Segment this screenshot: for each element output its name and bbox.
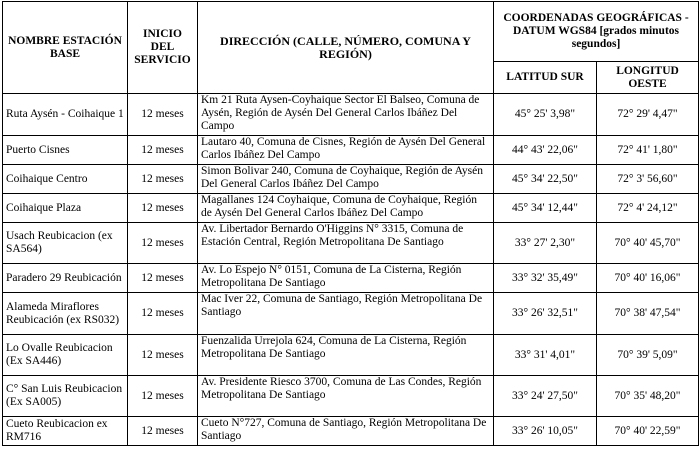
header-coordenadas: COORDENADAS GEOGRÁFICAS - DATUM WGS84 [grados minutos segundos]	[494, 2, 699, 62]
cell-nombre: Paradero 29 Reubicación	[3, 264, 128, 293]
cell-nombre: Ruta Aysén - Coihaique 1	[3, 94, 128, 136]
cell-inicio: 12 meses	[128, 417, 198, 446]
table-row	[3, 223, 699, 264]
cell-nombre: Lo Ovalle Reubicacion (Ex SA446)	[3, 335, 128, 376]
cell-inicio: 12 meses	[128, 136, 198, 165]
table-row	[3, 94, 699, 136]
cell-nombre: Coihaique Centro	[3, 165, 128, 194]
cell-nombre: Alameda Miraflores Reubicación (ex RS032)	[3, 293, 128, 335]
cell-latitud: 33° 32' 35,49"	[494, 264, 597, 293]
cell-longitud: 72° 29' 4,47"	[597, 94, 699, 136]
cell-direccion: Av. Lo Espejo N° 0151, Comuna de La Cisterna, Región Metropolitana De Santiago	[198, 264, 494, 293]
cell-latitud: 45° 34' 22,50"	[494, 165, 597, 194]
cell-inicio: 12 meses	[128, 94, 198, 136]
cell-latitud: 33° 26' 32,51"	[494, 293, 597, 335]
cell-inicio: 12 meses	[128, 335, 198, 376]
cell-direccion: Simon Bolivar 240, Comuna de Coyhaique, Región de Aysén Del General Carlos Ibáñez Del Campo	[198, 165, 494, 194]
table-row	[3, 136, 699, 165]
cell-inicio: 12 meses	[128, 264, 198, 293]
cell-inicio: 12 meses	[128, 194, 198, 223]
cell-latitud: 33° 31' 4,01"	[494, 335, 597, 376]
cell-inicio: 12 meses	[128, 376, 198, 417]
cell-longitud: 70° 38' 47,54"	[597, 293, 699, 335]
cell-latitud: 33° 26' 10,05"	[494, 417, 597, 446]
cell-direccion: Mac Iver 22, Comuna de Santiago, Región Metropolitana De Santiago	[198, 293, 494, 335]
cell-latitud: 33° 27' 2,30"	[494, 223, 597, 264]
cell-longitud: 72° 4' 24,12"	[597, 194, 699, 223]
cell-longitud: 70° 40' 16,06"	[597, 264, 699, 293]
header-latitud: LATITUD SUR	[494, 62, 597, 94]
table-row	[3, 293, 699, 335]
table-row	[3, 417, 699, 446]
cell-direccion: Lautaro 40, Comuna de Cisnes, Región de Aysén Del General Carlos Ibáñez Del Campo	[198, 136, 494, 165]
header-direccion: DIRECCIÓN (CALLE, NÚMERO, COMUNA Y REGIÓN)	[198, 2, 494, 94]
cell-direccion: Cueto N°727, Comuna de Santiago, Región Metropolitana De Santiago	[198, 417, 494, 446]
cell-nombre: Usach Reubicacion (ex SA564)	[3, 223, 128, 264]
cell-inicio: 12 meses	[128, 165, 198, 194]
cell-longitud: 70° 40' 45,70"	[597, 223, 699, 264]
stations-table	[2, 1, 699, 446]
header-nombre: NOMBRE ESTACIÓN BASE	[3, 2, 128, 94]
cell-latitud: 33° 24' 27,50"	[494, 376, 597, 417]
cell-longitud: 70° 39' 5,09"	[597, 335, 699, 376]
table-row	[3, 376, 699, 417]
cell-nombre: C° San Luis Reubicacion (Ex SA005)	[3, 376, 128, 417]
cell-nombre: Coihaique Plaza	[3, 194, 128, 223]
cell-longitud: 72° 3' 56,60"	[597, 165, 699, 194]
header-inicio: INICIO DEL SERVICIO	[128, 2, 198, 94]
cell-latitud: 44° 43' 22,06"	[494, 136, 597, 165]
cell-direccion: Fuenzalida Urrejola 624, Comuna de La Cisterna, Región Metropolitana De Santiago	[198, 335, 494, 376]
cell-direccion: Av. Presidente Riesco 3700, Comuna de Las Condes, Región Metropolitana De Santiago	[198, 376, 494, 417]
cell-inicio: 12 meses	[128, 293, 198, 335]
cell-direccion: Av. Libertador Bernardo O'Higgins N° 3315, Comuna de Estación Central, Región Metropolitana De Santiago	[198, 223, 494, 264]
cell-nombre: Cueto Reubicacion ex RM716	[3, 417, 128, 446]
table-row	[3, 165, 699, 194]
cell-latitud: 45° 25' 3,98"	[494, 94, 597, 136]
cell-direccion: Km 21 Ruta Aysen-Coyhaique Sector El Balseo, Comuna de Aysén, Región de Aysén Del General Carlos Ibáñez Del Campo	[198, 94, 494, 136]
table-row	[3, 264, 699, 293]
cell-longitud: 72° 41' 1,80"	[597, 136, 699, 165]
cell-longitud: 70° 40' 22,59"	[597, 417, 699, 446]
cell-longitud: 70° 35' 48,20"	[597, 376, 699, 417]
table-row	[3, 335, 699, 376]
cell-nombre: Puerto Cisnes	[3, 136, 128, 165]
cell-direccion: Magallanes 124 Coyhaique, Comuna de Coyhaique, Región de Aysén Del General Carlos Ibáñez Del Campo	[198, 194, 494, 223]
header-longitud: LONGITUD OESTE	[597, 62, 699, 94]
cell-inicio: 12 meses	[128, 223, 198, 264]
table-row	[3, 194, 699, 223]
cell-latitud: 45° 34' 12,44"	[494, 194, 597, 223]
